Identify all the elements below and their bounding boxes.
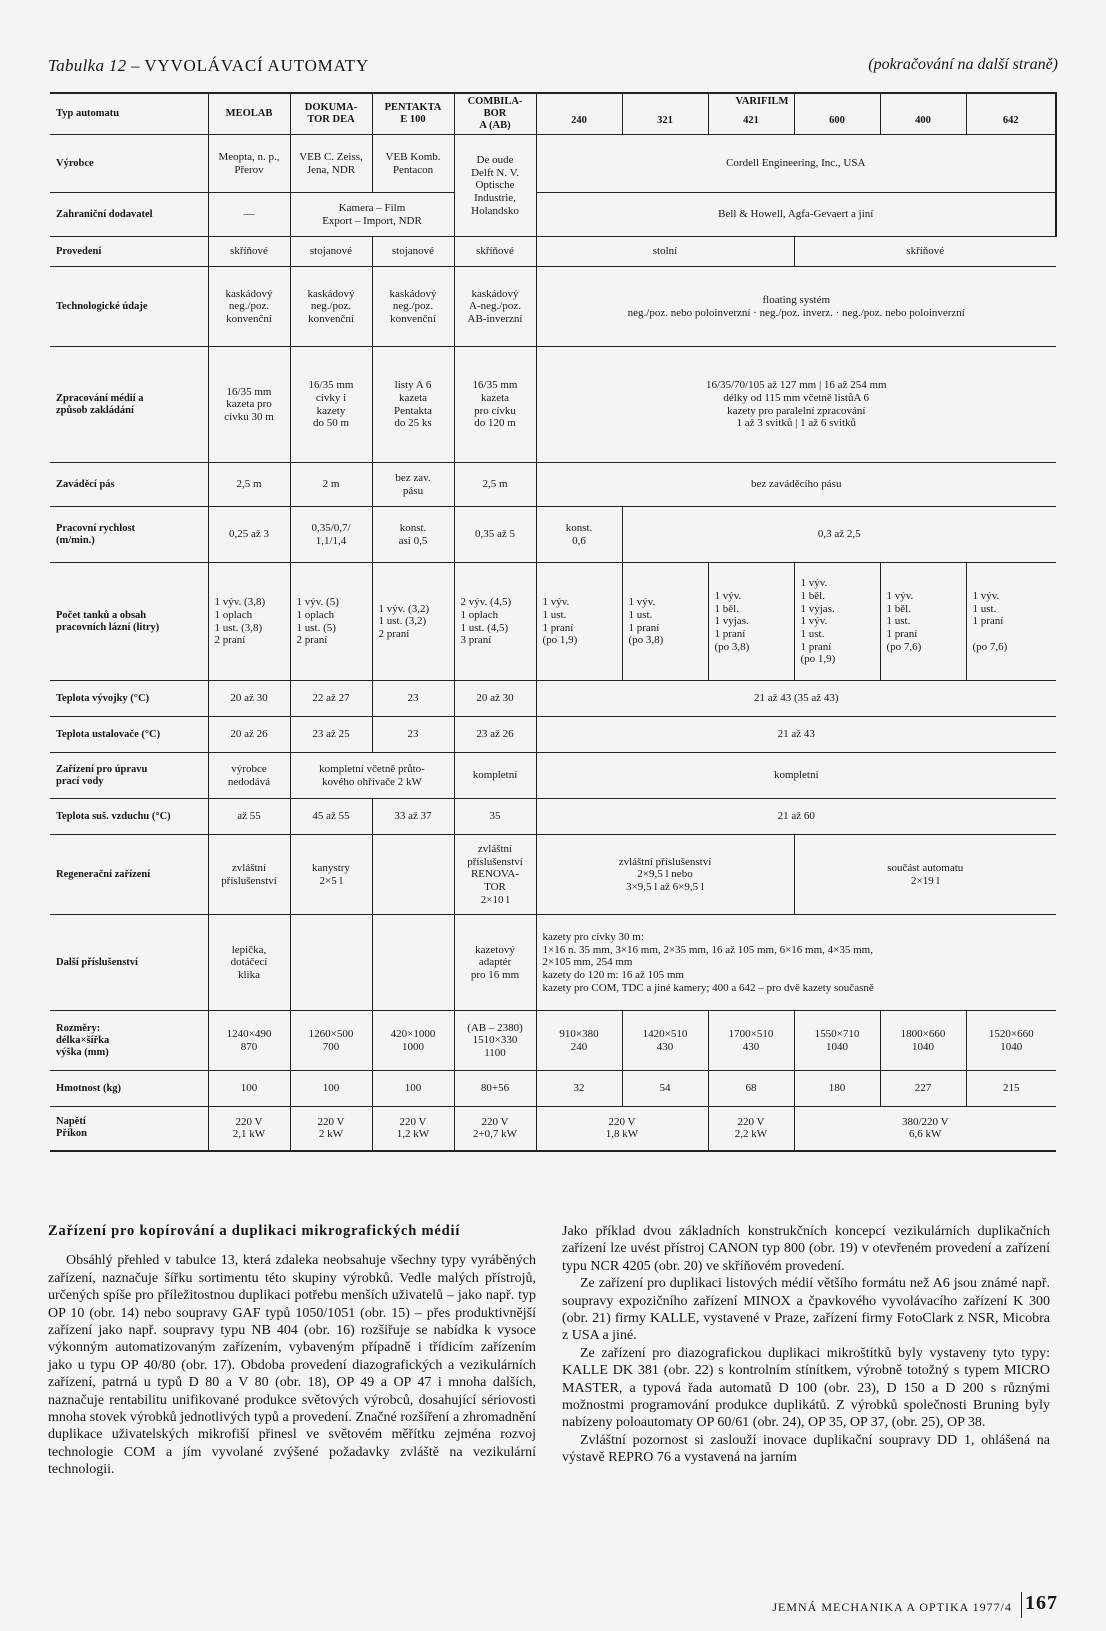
table-cell: součást automatu 2×19 l — [794, 835, 1056, 915]
table-row — [50, 135, 1056, 193]
table-cell: 1420×510 430 — [622, 1011, 708, 1071]
table-cell: 0,35/0,7/ 1,1/1,4 — [290, 507, 372, 563]
table-cell: 0,25 až 3 — [208, 507, 290, 563]
table-cell: skříňové — [794, 237, 1056, 267]
table-cell: 1520×660 1040 — [966, 1011, 1056, 1071]
table-cell: skříňové — [208, 237, 290, 267]
table-row — [50, 507, 1056, 563]
table-cell: 600 — [794, 93, 880, 135]
table-cell: 1 výv. 1 běl. 1 vyjas. 1 praní (po 3,8) — [708, 563, 794, 681]
table-cell: 215 — [966, 1071, 1056, 1107]
table-cell: kanystry 2×5 l — [290, 835, 372, 915]
table-cell: 220 V 2 kW — [290, 1107, 372, 1151]
table-title: Tabulka 12 – VYVOLÁVACÍ AUTOMATY — [48, 56, 370, 75]
table-cell: 220 V 2+0,7 kW — [454, 1107, 536, 1151]
row-label: Teplota ustalovače (°C) — [50, 717, 208, 753]
article-paragraph: Ze zařízení pro diazografickou duplikaci mikroštítků byly vystaveny tyto typy: KALLE DK 381 (obr. 22) s kontrolním stínítkem, výrobně totožný s typem MICRO MASTER, a typová řada automatů D 100 (obr. 23), D 150 a D 200 s různými možnostmi programování produkce duplikátů. Z výrobků společnosti Bruning byly nabízeny poloautomaty OP 60/61 (obr. 24), OP 35, OP 37, (obr. 25), OP 38. — [562, 1345, 1050, 1431]
table-cell — [372, 835, 454, 915]
table-cell: 1260×500 700 — [290, 1011, 372, 1071]
row-label: Zaváděcí pás — [50, 463, 208, 507]
table-cell: 1240×490 870 — [208, 1011, 290, 1071]
table-cell: 23 — [372, 681, 454, 717]
article-paragraph: Zvláštní pozornost si zaslouží inovace duplikační soupravy DD 1, ohlášená na výstavě REPRO 76 a vystavená na jarním — [562, 1432, 1050, 1466]
row-label: Další příslušenství — [50, 915, 208, 1011]
row-label: Teplota vývojky (°C) — [50, 681, 208, 717]
table-row — [50, 1011, 1056, 1071]
table-row — [50, 799, 1056, 835]
table-row — [50, 463, 1056, 507]
row-label: Teplota suš. vzduchu (°C) — [50, 799, 208, 835]
table-cell: lepička, dotáčecí klika — [208, 915, 290, 1011]
table-cell: Meopta, n. p., Přerov — [208, 135, 290, 193]
table-cell — [372, 915, 454, 1011]
table-cell: 400 — [880, 93, 966, 135]
table-row — [50, 1071, 1056, 1107]
table-cell: zvláštní příslušenství — [208, 835, 290, 915]
table-cell: skříňové — [454, 237, 536, 267]
vyvolavaci-automaty-table — [50, 92, 1057, 1152]
row-label: Zahraniční dodavatel — [50, 193, 208, 237]
row-label: Zpracování médií a způsob zakládání — [50, 347, 208, 463]
table-cell: PENTAKTA E 100 — [372, 93, 454, 135]
table-row — [50, 681, 1056, 717]
table-cell: 16/35 mm kazeta pro cívku 30 m — [208, 347, 290, 463]
table-cell: kompletní — [454, 753, 536, 799]
table-cell: 420×1000 1000 — [372, 1011, 454, 1071]
table-cell: zvláštní příslušenství RENOVA- TOR 2×10 l — [454, 835, 536, 915]
table-cell: VEB Komb. Pentacon — [372, 135, 454, 193]
footer-divider — [1021, 1592, 1022, 1618]
table-cell: 23 až 26 — [454, 717, 536, 753]
table-cell: 22 až 27 — [290, 681, 372, 717]
table-cell: 1 výv. 1 běl. 1 ust. 1 praní (po 7,6) — [880, 563, 966, 681]
row-label: Počet tanků a obsah pracovních lázní (litry) — [50, 563, 208, 681]
table-cell: 68 — [708, 1071, 794, 1107]
continuation-note: (pokračování na další straně) — [868, 56, 1058, 73]
table-cell: 1 výv. 1 běl. 1 vyjas. 1 výv. 1 ust. 1 praní (po 1,9) — [794, 563, 880, 681]
table-cell: 227 — [880, 1071, 966, 1107]
table-cell: 0,35 až 5 — [454, 507, 536, 563]
article-right-column — [562, 1223, 1050, 1467]
table-cell: 380/220 V 6,6 kW — [794, 1107, 1056, 1151]
table-cell: 100 — [208, 1071, 290, 1107]
table-cell: Kamera – Film Export – Import, NDR — [290, 193, 454, 237]
table-row — [50, 267, 1056, 347]
table-cell: COMBILA- BOR A (AB) — [454, 93, 536, 135]
table-cell: VEB C. Zeiss, Jena, NDR — [290, 135, 372, 193]
table-cell: výrobce nedodává — [208, 753, 290, 799]
table-cell: — — [208, 193, 290, 237]
table-cell: 321 — [622, 93, 708, 135]
table-cell: 16/35/70/105 až 127 mm | 16 až 254 mm délky od 115 mm včetně listůA 6 kazety pro paralelní zpracování 1 až 3 svitků | 1 až 6 svitků — [536, 347, 1056, 463]
table-cell: stojanové — [290, 237, 372, 267]
table-cell: 21 až 43 — [536, 717, 1056, 753]
table-cell: 20 až 30 — [208, 681, 290, 717]
table-row — [50, 347, 1056, 463]
table-cell: kaskádový neg./poz. konvenční — [208, 267, 290, 347]
table-row — [50, 753, 1056, 799]
article-left-column — [48, 1223, 536, 1479]
table-cell: kazety pro cívky 30 m: 1×16 n. 35 mm, 3×16 mm, 2×35 mm, 16 až 105 mm, 6×16 mm, 4×35 mm, 2×105 mm, 254 mm kazety do 120 m: 16 až 105 mm kazety pro COM, TDC a jiné kamery; 400 a 642 – pro dvě kazety současně — [536, 915, 1056, 1011]
table-cell: 45 až 55 — [290, 799, 372, 835]
table-cell: kaskádový neg./poz. konvenční — [372, 267, 454, 347]
table-cell: 2,5 m — [208, 463, 290, 507]
table-cell: 220 V 1,8 kW — [536, 1107, 708, 1151]
table-cell: 1550×710 1040 — [794, 1011, 880, 1071]
table-cell: 33 až 37 — [372, 799, 454, 835]
table-cell: kaskádový neg./poz. konvenční — [290, 267, 372, 347]
table-cell: 54 — [622, 1071, 708, 1107]
row-label: Napětí Příkon — [50, 1107, 208, 1151]
row-label: Zařízení pro úpravu prací vody — [50, 753, 208, 799]
table-cell: 1 výv. 1 ust. 1 praní (po 1,9) — [536, 563, 622, 681]
row-label: Hmotnost (kg) — [50, 1071, 208, 1107]
table-cell: stojanové — [372, 237, 454, 267]
table-cell: stolní — [536, 237, 794, 267]
table-cell: MEOLAB — [208, 93, 290, 135]
row-label: Technologické údaje — [50, 267, 208, 347]
table-row — [50, 1107, 1056, 1151]
table-cell: kompletní včetně průto- kového ohřívače 2 kW — [290, 753, 454, 799]
table-row — [50, 237, 1056, 267]
row-label: Rozměry: délka×šířka výška (mm) — [50, 1011, 208, 1071]
table-cell: 16/35 mm cívky i kazety do 50 m — [290, 347, 372, 463]
table-cell: 1800×660 1040 — [880, 1011, 966, 1071]
journal-name: JEMNÁ MECHANIKA A OPTIKA 1977/4 — [772, 1600, 1012, 1614]
table-cell: De oude Delft N. V. Optische Industrie, Holandsko — [454, 135, 536, 237]
table-cell: 220 V 2,1 kW — [208, 1107, 290, 1151]
table-cell: 1 výv. (3,2) 1 ust. (3,2) 2 praní — [372, 563, 454, 681]
table-cell: DOKUMA- TOR DEA — [290, 93, 372, 135]
table-cell: bez zaváděcího pásu — [536, 463, 1056, 507]
table-row — [50, 835, 1056, 915]
table-cell: 16/35 mm kazeta pro cívku do 120 m — [454, 347, 536, 463]
table-cell: 35 — [454, 799, 536, 835]
row-label: Regenerační zařízení — [50, 835, 208, 915]
table-cell: 23 — [372, 717, 454, 753]
table-row — [50, 915, 1056, 1011]
table-row — [50, 193, 1056, 237]
table-cell: 20 až 26 — [208, 717, 290, 753]
row-label: Výrobce — [50, 135, 208, 193]
table-cell: kompletní — [536, 753, 1056, 799]
row-label: Pracovní rychlost (m/min.) — [50, 507, 208, 563]
table-cell: 910×380 240 — [536, 1011, 622, 1071]
table-cell: 1 výv. 1 ust. 1 praní (po 7,6) — [966, 563, 1056, 681]
page-number: 167 — [1025, 1592, 1058, 1614]
table-cell: 421 — [708, 93, 794, 135]
table-cell: kaskádový A-neg./poz. AB-inverzní — [454, 267, 536, 347]
table-cell: 32 — [536, 1071, 622, 1107]
table-row — [50, 717, 1056, 753]
table-cell: bez zav. pásu — [372, 463, 454, 507]
row-label: Provedení — [50, 237, 208, 267]
table-cell: 220 V 2,2 kW — [708, 1107, 794, 1151]
table-cell: 21 až 60 — [536, 799, 1056, 835]
article-paragraph: Jako příklad dvou základních konstrukčních koncepcí vezikulárních duplikačních zařízení lze uvést přístroj CANON typ 800 (obr. 19) v otevřeném provedení a zařízení typu NCR 4205 (obr. 20) ve skříňovém provedení. — [562, 1224, 1050, 1274]
table-cell: 21 až 43 (35 až 43) — [536, 681, 1056, 717]
table-cell: 1 výv. (3,8) 1 oplach 1 ust. (3,8) 2 praní — [208, 563, 290, 681]
table-cell: 23 až 25 — [290, 717, 372, 753]
table-cell: 20 až 30 — [454, 681, 536, 717]
table-cell: zvláštní příslušenství 2×9,5 l nebo 3×9,5 l až 6×9,5 l — [536, 835, 794, 915]
table-cell: 180 — [794, 1071, 880, 1107]
table-cell: 100 — [372, 1071, 454, 1107]
table-cell: 642 — [966, 93, 1056, 135]
table-cell: 2 výv. (4,5) 1 oplach 1 ust. (4,5) 3 praní — [454, 563, 536, 681]
table-cell: 80+56 — [454, 1071, 536, 1107]
table-cell: (AB – 2380) 1510×330 1100 — [454, 1011, 536, 1071]
table-cell: 2 m — [290, 463, 372, 507]
table-cell: až 55 — [208, 799, 290, 835]
varifilm-group-label: VARIFILM — [735, 96, 789, 107]
table-cell: 0,3 až 2,5 — [622, 507, 1056, 563]
table-cell: listy A 6 kazeta Pentakta do 25 ks — [372, 347, 454, 463]
article-paragraph: Obsáhlý přehled v tabulce 13, která zdaleka neobsahuje všechny typy vyráběných zařízení, naznačuje šířku sortimentu této skupiny výrobků. Vedle malých přístrojů, určených spíše pro příležitostnou duplikaci potřebu menších uživatelů – jako např. typ OP 10 (obr. 14) nebo soupravy GAF typů 1050/1051 (obr. 15) – přes produktivnější zařízení jako např. soupravy typu NB 404 (obr. 16) rozšiřuje se nabídka k vysoce výkonným automatizovaným zařízením, vybaveným případně i třídicím zařízením jako u typu OP 40/80 (obr. 17). Obdoba provedení diazografických a vezikulárních zařízení, patrná u typů D 80 a V 80 (obr. 18), OP 49 a OP 47 i mnoha dalších, naznačuje rentabilitu unifikované produkce světových výrobců, dosahující sériovosti mnoha stovek výrobků jednotlivých typů a provedení. Značné rozšíření a zhromadnění duplikace uživatelských mikrofiší přinesl ve světovém měřítku zejména rozvoj technologie COM a jím vyvolané zvýšené požadavky zvláště na vezikulární technologii. — [48, 1253, 536, 1478]
table-cell: 1 výv. 1 ust. 1 praní (po 3,8) — [622, 563, 708, 681]
table-cell: konst. 0,6 — [536, 507, 622, 563]
table-cell: 1700×510 430 — [708, 1011, 794, 1071]
table-cell: Cordell Engineering, Inc., USA — [536, 135, 1056, 193]
table-cell: 1 výv. (5) 1 oplach 1 ust. (5) 2 praní — [290, 563, 372, 681]
table-cell: kazetový adaptér pro 16 mm — [454, 915, 536, 1011]
article-paragraph: Ze zařízení pro duplikaci listových médií většího formátu než A6 jsou známé např. soupravy expozičního zařízení MINOX a čpavkového vyvolávacího zařízení K 300 (obr. 21) firmy KALLE, vystavené v Praze, zařízení firmy FotoClark z NSR, Micobra z USA a jiné. — [562, 1276, 1050, 1344]
article-heading: Zařízení pro kopírování a duplikaci mikrografických médií — [48, 1223, 461, 1239]
table-cell: 2,5 m — [454, 463, 536, 507]
table-cell — [290, 915, 372, 1011]
table-cell: 240 — [536, 93, 622, 135]
table-cell: konst. asi 0,5 — [372, 507, 454, 563]
table-row — [50, 563, 1056, 681]
page-header — [48, 56, 1058, 78]
table-cell: 100 — [290, 1071, 372, 1107]
table-cell: Bell & Howell, Agfa-Gevaert a jiní — [536, 193, 1056, 237]
row-label: Typ automatu — [50, 93, 208, 135]
table-cell: 220 V 1,2 kW — [372, 1107, 454, 1151]
table-cell: floating systém neg./poz. nebo poloinverzní · neg./poz. inverz. · neg./poz. nebo poloinverzní — [536, 267, 1056, 347]
